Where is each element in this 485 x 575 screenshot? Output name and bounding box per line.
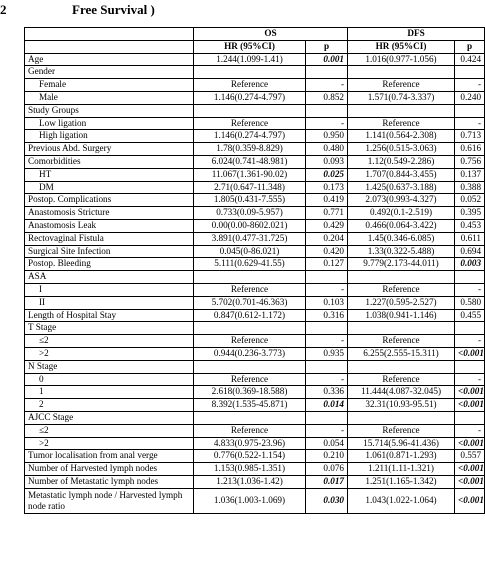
os-p-cell xyxy=(306,271,348,284)
dfs-p-cell: - xyxy=(455,79,485,92)
dfs-p-cell: - xyxy=(455,335,485,348)
os-p-cell: 0.336 xyxy=(306,386,348,399)
os-hr-cell: 1.146(0.274-4.797) xyxy=(194,91,306,104)
table-row xyxy=(25,168,485,181)
dfs-p-cell: <0.001 xyxy=(455,437,485,450)
os-p-cell xyxy=(306,322,348,335)
dfs-p-cell: <0.001 xyxy=(455,386,485,399)
table-row xyxy=(25,347,485,360)
os-hr-cell: 5.702(0.701-46.363) xyxy=(194,296,306,309)
os-p-cell: 0.204 xyxy=(306,232,348,245)
dfs-hr-cell: Reference xyxy=(348,283,455,296)
dfs-p-cell: <0.001 xyxy=(455,488,485,513)
row-label: Anastomosis Stricture xyxy=(25,207,194,220)
os-p-cell: 0.030 xyxy=(306,488,348,513)
os-p-cell: 0.093 xyxy=(306,155,348,168)
row-label: Surgical Site Infection xyxy=(25,245,194,258)
row-label: Study Groups xyxy=(25,104,194,117)
os-p-cell: - xyxy=(306,79,348,92)
dfs-p-cell: 0.137 xyxy=(455,168,485,181)
os-p-cell: - xyxy=(306,283,348,296)
os-hr-cell: Reference xyxy=(194,79,306,92)
os-hr-cell xyxy=(194,66,306,79)
row-label: Gender xyxy=(25,66,194,79)
dfs-p-cell: <0.001 xyxy=(455,347,485,360)
dfs-hr-cell xyxy=(348,271,455,284)
dfs-p-cell xyxy=(455,411,485,424)
dfs-hr-cell: Reference xyxy=(348,373,455,386)
os-hr-cell: 0.045(0-86.021) xyxy=(194,245,306,258)
row-label: Rectovaginal Fistula xyxy=(25,232,194,245)
row-label: Length of Hospital Stay xyxy=(25,309,194,322)
dfs-hr-cell: 1.707(0.844-3.455) xyxy=(348,168,455,181)
dfs-hr-cell: 32.31(10.93-95.51) xyxy=(348,399,455,412)
table-row xyxy=(25,143,485,156)
dfs-hr-cell: 1.45(0.346-6.085) xyxy=(348,232,455,245)
os-p-cell: 0.017 xyxy=(306,475,348,488)
dfs-p-cell: 0.713 xyxy=(455,130,485,143)
table-row xyxy=(25,450,485,463)
table-row xyxy=(25,373,485,386)
dfs-hr-cell: 1.571(0.74-3.337) xyxy=(348,91,455,104)
row-label: Female xyxy=(25,79,194,92)
header-row-groups xyxy=(25,28,485,41)
row-label: N Stage xyxy=(25,360,194,373)
os-hr-cell: 1.146(0.274-4.797) xyxy=(194,130,306,143)
os-hr-cell: 4.833(0.975-23.96) xyxy=(194,437,306,450)
os-hr-cell: Reference xyxy=(194,335,306,348)
table-row xyxy=(25,335,485,348)
os-p-cell: 0.419 xyxy=(306,194,348,207)
table-row xyxy=(25,475,485,488)
os-p-cell: 0.429 xyxy=(306,219,348,232)
table-row xyxy=(25,245,485,258)
row-label: ≤2 xyxy=(25,335,194,348)
row-label: 0 xyxy=(25,373,194,386)
table-row xyxy=(25,296,485,309)
table-row xyxy=(25,66,485,79)
os-p-cell: - xyxy=(306,335,348,348)
dfs-hr-cell: 9.779(2.173-44.011) xyxy=(348,258,455,271)
os-p-cell: 0.173 xyxy=(306,181,348,194)
os-hr-cell: 5.111(0.629-41.55) xyxy=(194,258,306,271)
dfs-hr-cell: 1.016(0.977-1.056) xyxy=(348,53,455,66)
os-p-cell: 0.076 xyxy=(306,463,348,476)
os-p-cell: - xyxy=(306,373,348,386)
os-hr-cell: 1.244(1.099-1.41) xyxy=(194,53,306,66)
dfs-p-cell: - xyxy=(455,283,485,296)
row-label: Previous Abd. Surgery xyxy=(25,143,194,156)
os-hr-cell: 0.00(0.00-8602.021) xyxy=(194,219,306,232)
dfs-p-cell xyxy=(455,66,485,79)
os-hr-cell: 1.805(0.431-7.555) xyxy=(194,194,306,207)
table-number: 2 xyxy=(0,2,7,17)
os-p-cell xyxy=(306,360,348,373)
dfs-p-cell: 0.580 xyxy=(455,296,485,309)
dfs-hr-cell: 0.466(0.064-3.422) xyxy=(348,219,455,232)
header-dfs-hr: HR (95%CI) xyxy=(348,40,455,53)
os-p-cell: 0.480 xyxy=(306,143,348,156)
row-label: DM xyxy=(25,181,194,194)
dfs-p-cell xyxy=(455,322,485,335)
row-label: High ligation xyxy=(25,130,194,143)
row-label: T Stage xyxy=(25,322,194,335)
dfs-hr-cell: 1.211(1.11-1.321) xyxy=(348,463,455,476)
header-empty-cell xyxy=(25,40,194,53)
os-hr-cell xyxy=(194,411,306,424)
dfs-p-cell xyxy=(455,271,485,284)
table-row xyxy=(25,155,485,168)
os-hr-cell: 3.891(0.477-31.725) xyxy=(194,232,306,245)
dfs-hr-cell: 1.251(1.165-1.342) xyxy=(348,475,455,488)
table-row xyxy=(25,488,485,513)
os-hr-cell xyxy=(194,360,306,373)
row-label: 1 xyxy=(25,386,194,399)
os-p-cell: 0.054 xyxy=(306,437,348,450)
row-label: Postop. Complications xyxy=(25,194,194,207)
os-hr-cell: Reference xyxy=(194,117,306,130)
dfs-hr-cell xyxy=(348,411,455,424)
dfs-hr-cell: 1.12(0.549-2.286) xyxy=(348,155,455,168)
row-label: I xyxy=(25,283,194,296)
os-hr-cell: 8.392(1.535-45.871) xyxy=(194,399,306,412)
os-hr-cell xyxy=(194,104,306,117)
os-p-cell: 0.025 xyxy=(306,168,348,181)
table-row xyxy=(25,258,485,271)
table-row xyxy=(25,322,485,335)
dfs-hr-cell: 6.255(2.555-15.311) xyxy=(348,347,455,360)
dfs-p-cell: 0.240 xyxy=(455,91,485,104)
os-hr-cell: 1.78(0.359-8.829) xyxy=(194,143,306,156)
table-row xyxy=(25,104,485,117)
dfs-p-cell: 0.694 xyxy=(455,245,485,258)
table-row xyxy=(25,194,485,207)
header-row-metrics xyxy=(25,40,485,53)
dfs-hr-cell xyxy=(348,322,455,335)
table-row xyxy=(25,386,485,399)
row-label: Anastomosis Leak xyxy=(25,219,194,232)
os-hr-cell: 2.71(0.647-11.348) xyxy=(194,181,306,194)
row-label: Number of Metastatic lymph nodes xyxy=(25,475,194,488)
header-dfs-p: p xyxy=(455,40,485,53)
row-label: II xyxy=(25,296,194,309)
dfs-hr-cell: 15.714(5.96-41.436) xyxy=(348,437,455,450)
dfs-hr-cell xyxy=(348,66,455,79)
table-row xyxy=(25,207,485,220)
os-hr-cell: 2.618(0.369-18.588) xyxy=(194,386,306,399)
os-p-cell: 0.103 xyxy=(306,296,348,309)
os-hr-cell: 11.067(1.361-90.02) xyxy=(194,168,306,181)
os-p-cell: 0.852 xyxy=(306,91,348,104)
table-row xyxy=(25,219,485,232)
table-row xyxy=(25,283,485,296)
dfs-p-cell: 0.003 xyxy=(455,258,485,271)
os-hr-cell: 1.036(1.003-1.069) xyxy=(194,488,306,513)
table-row xyxy=(25,130,485,143)
dfs-hr-cell: Reference xyxy=(348,424,455,437)
os-p-cell: 0.950 xyxy=(306,130,348,143)
os-p-cell: 0.316 xyxy=(306,309,348,322)
os-hr-cell: 1.213(1.036-1.42) xyxy=(194,475,306,488)
dfs-p-cell: 0.455 xyxy=(455,309,485,322)
dfs-p-cell: <0.001 xyxy=(455,463,485,476)
dfs-p-cell: 0.756 xyxy=(455,155,485,168)
os-p-cell xyxy=(306,104,348,117)
dfs-p-cell: 0.453 xyxy=(455,219,485,232)
dfs-hr-cell: Reference xyxy=(348,335,455,348)
results-table xyxy=(24,27,485,514)
row-label: Metastatic lymph node / Harvested lymph node ratio xyxy=(25,488,194,513)
dfs-p-cell: 0.424 xyxy=(455,53,485,66)
os-p-cell: 0.210 xyxy=(306,450,348,463)
row-label: AJCC Stage xyxy=(25,411,194,424)
dfs-hr-cell xyxy=(348,104,455,117)
os-hr-cell: Reference xyxy=(194,424,306,437)
dfs-p-cell: - xyxy=(455,424,485,437)
dfs-hr-cell: 1.33(0.322-5.488) xyxy=(348,245,455,258)
row-label: Number of Harvested lymph nodes xyxy=(25,463,194,476)
dfs-p-cell xyxy=(455,360,485,373)
table-row xyxy=(25,53,485,66)
os-p-cell: 0.420 xyxy=(306,245,348,258)
row-label: Comorbidities xyxy=(25,155,194,168)
os-p-cell: - xyxy=(306,117,348,130)
dfs-p-cell: - xyxy=(455,117,485,130)
dfs-p-cell: - xyxy=(455,373,485,386)
os-p-cell: 0.127 xyxy=(306,258,348,271)
table-row xyxy=(25,360,485,373)
dfs-p-cell: 0.616 xyxy=(455,143,485,156)
os-hr-cell: 6.024(0.741-48.981) xyxy=(194,155,306,168)
table-row xyxy=(25,463,485,476)
table-row xyxy=(25,411,485,424)
table-title xyxy=(0,0,474,20)
header-empty-cell xyxy=(25,28,194,41)
os-p-cell: 0.771 xyxy=(306,207,348,220)
row-label: Age xyxy=(25,53,194,66)
dfs-hr-cell: Reference xyxy=(348,79,455,92)
row-label: Postop. Bleeding xyxy=(25,258,194,271)
dfs-p-cell: <0.001 xyxy=(455,475,485,488)
dfs-hr-cell: Reference xyxy=(348,117,455,130)
table-row xyxy=(25,117,485,130)
dfs-p-cell: 0.611 xyxy=(455,232,485,245)
table-row xyxy=(25,399,485,412)
dfs-hr-cell: 1.038(0.941-1.146) xyxy=(348,309,455,322)
table-row xyxy=(25,437,485,450)
dfs-hr-cell: 1.061(0.871-1.293) xyxy=(348,450,455,463)
row-label: Low ligation xyxy=(25,117,194,130)
dfs-hr-cell xyxy=(348,360,455,373)
os-p-cell: 0.014 xyxy=(306,399,348,412)
header-os: OS xyxy=(194,28,348,41)
os-hr-cell xyxy=(194,271,306,284)
dfs-hr-cell: 1.227(0.595-2.527) xyxy=(348,296,455,309)
os-p-cell xyxy=(306,411,348,424)
dfs-p-cell: 0.052 xyxy=(455,194,485,207)
dfs-p-cell: <0.001 xyxy=(455,399,485,412)
dfs-hr-cell: 0.492(0.1-2.519) xyxy=(348,207,455,220)
dfs-hr-cell: 2.073(0.993-4.327) xyxy=(348,194,455,207)
dfs-hr-cell: 1.425(0.637-3.188) xyxy=(348,181,455,194)
os-hr-cell: 1.153(0.985-1.351) xyxy=(194,463,306,476)
os-hr-cell: 0.733(0.09-5.957) xyxy=(194,207,306,220)
header-os-hr: HR (95%CI) xyxy=(194,40,306,53)
table-row xyxy=(25,309,485,322)
os-hr-cell: 0.847(0.612-1.172) xyxy=(194,309,306,322)
dfs-hr-cell: 1.256(0.515-3.063) xyxy=(348,143,455,156)
table-row xyxy=(25,79,485,92)
row-label: Male xyxy=(25,91,194,104)
header-dfs: DFS xyxy=(348,28,485,41)
row-label: ≤2 xyxy=(25,424,194,437)
header-os-p: p xyxy=(306,40,348,53)
os-p-cell: 0.001 xyxy=(306,53,348,66)
dfs-p-cell: 0.395 xyxy=(455,207,485,220)
os-hr-cell: 0.944(0.236-3.773) xyxy=(194,347,306,360)
dfs-hr-cell: 11.444(4.087-32.045) xyxy=(348,386,455,399)
dfs-p-cell: 0.557 xyxy=(455,450,485,463)
os-hr-cell: Reference xyxy=(194,283,306,296)
table-row xyxy=(25,424,485,437)
row-label: >2 xyxy=(25,347,194,360)
row-label: ASA xyxy=(25,271,194,284)
dfs-hr-cell: 1.141(0.564-2.308) xyxy=(348,130,455,143)
table-row xyxy=(25,181,485,194)
table-row xyxy=(25,271,485,284)
os-p-cell: 0.935 xyxy=(306,347,348,360)
table-row xyxy=(25,232,485,245)
row-label: 2 xyxy=(25,399,194,412)
os-p-cell: - xyxy=(306,424,348,437)
dfs-p-cell: 0.388 xyxy=(455,181,485,194)
os-hr-cell: Reference xyxy=(194,373,306,386)
row-label: Tumor localisation from anal verge xyxy=(25,450,194,463)
row-label: HT xyxy=(25,168,194,181)
table-caption: Free Survival ) xyxy=(72,2,155,17)
table-row xyxy=(25,91,485,104)
os-p-cell xyxy=(306,66,348,79)
os-hr-cell xyxy=(194,322,306,335)
row-label: >2 xyxy=(25,437,194,450)
dfs-p-cell xyxy=(455,104,485,117)
dfs-hr-cell: 1.043(1.022-1.064) xyxy=(348,488,455,513)
os-hr-cell: 0.776(0.522-1.154) xyxy=(194,450,306,463)
